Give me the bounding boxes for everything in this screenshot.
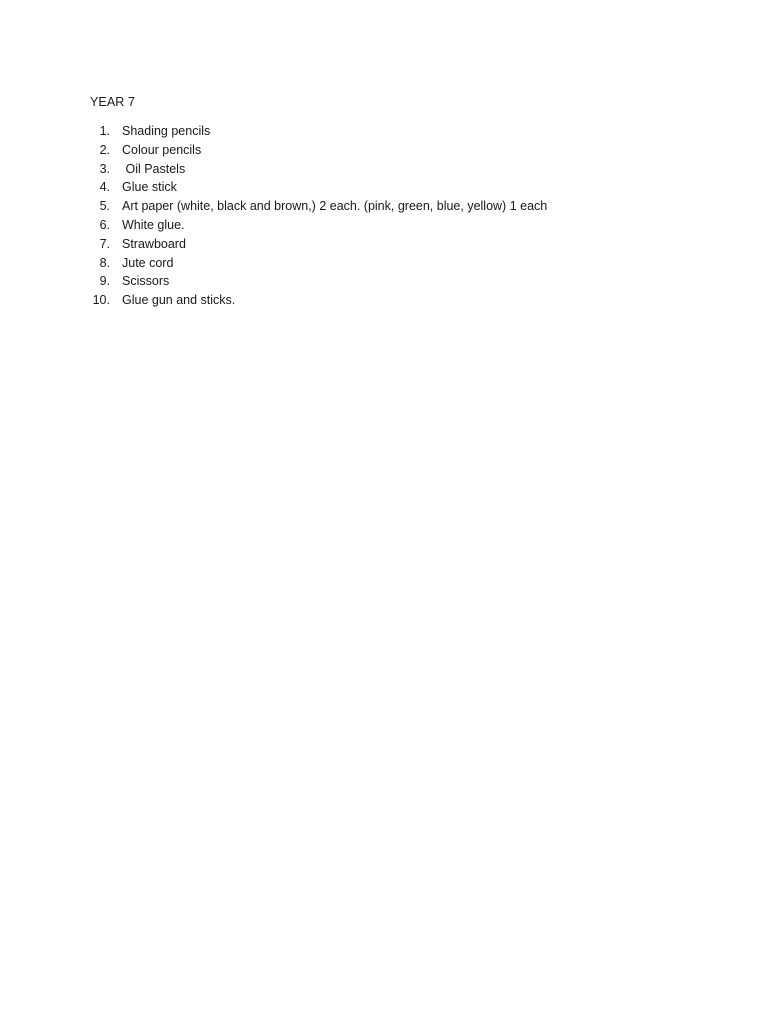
- list-item-text: Oil Pastels: [122, 161, 186, 176]
- list-item: [0, 254, 700, 273]
- list-item-text: Colour pencils: [122, 142, 202, 157]
- list-item-number: 3.: [99, 161, 110, 176]
- list-item: [0, 272, 700, 291]
- list-item-number: 7.: [99, 236, 110, 251]
- list-item: [0, 122, 700, 141]
- list-item: [0, 197, 700, 216]
- list-item-text: Jute cord: [122, 255, 174, 270]
- list-item-text: Glue gun and sticks.: [122, 293, 236, 308]
- list-item: [0, 178, 700, 197]
- list-item-number: 8.: [99, 255, 110, 270]
- list-item-number: 1.: [99, 124, 110, 138]
- list-item: [0, 291, 700, 310]
- list-item-number: 6.: [99, 217, 110, 232]
- list-item-number: 2.: [99, 142, 110, 157]
- list-item-number: 5.: [99, 199, 110, 214]
- list-item-number: 10.: [92, 293, 110, 308]
- list-item-text: White glue.: [122, 217, 185, 232]
- list-item-text: Glue stick: [122, 180, 177, 195]
- list-item-text: Strawboard: [122, 236, 186, 251]
- list-item: [0, 216, 700, 235]
- list-item-text: Shading pencils: [122, 124, 211, 138]
- list-item: [0, 235, 700, 254]
- list-item-text: Scissors: [122, 274, 170, 289]
- list-item: [0, 141, 700, 160]
- list-item: [0, 160, 700, 179]
- document-heading: YEAR 7: [90, 95, 136, 109]
- list-item-text: Art paper (white, black and brown,) 2 each. (pink, green, blue, yellow) 1 each: [122, 199, 548, 214]
- list-item-number: 4.: [99, 180, 110, 195]
- supply-list: [0, 122, 700, 310]
- list-item-number: 9.: [99, 274, 110, 289]
